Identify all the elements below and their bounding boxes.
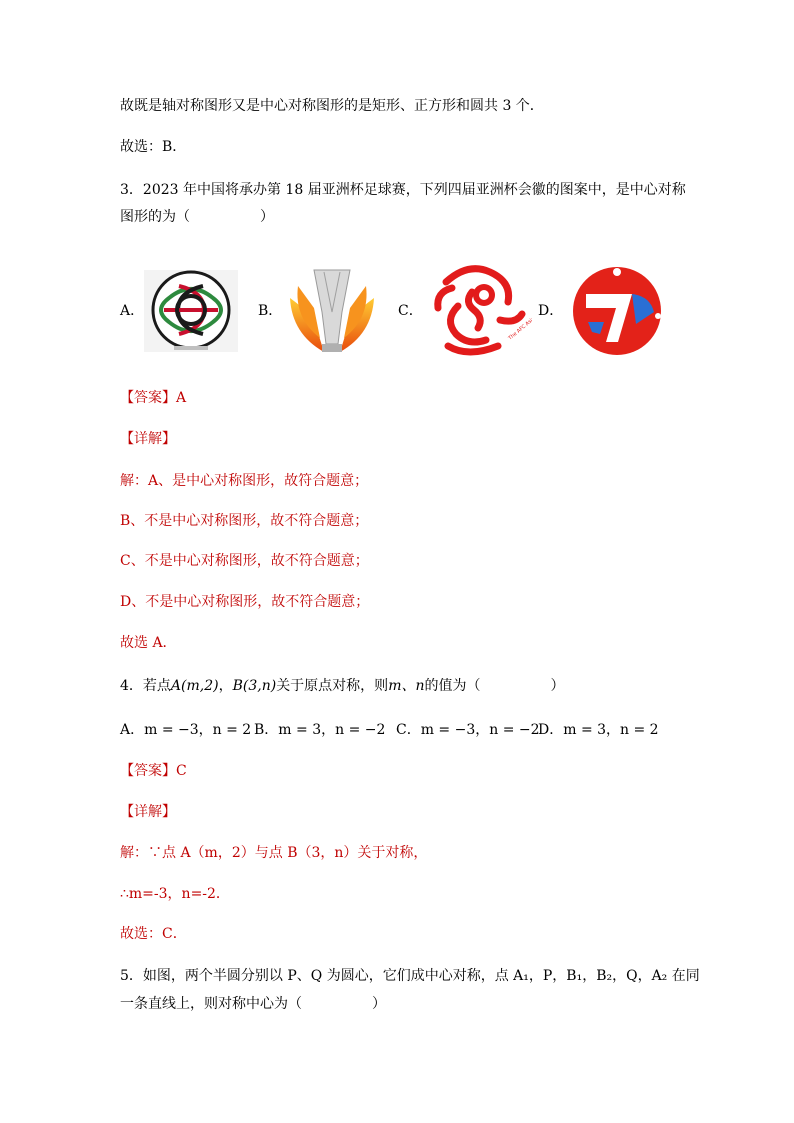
q4-stem [120,676,564,696]
q3-option-b-label: B． [258,303,283,319]
q4-answer: 【答案】C [120,763,187,779]
q4-option-c: C．m = −3，n = −2 [396,722,540,738]
q4-vars: m、n [388,678,425,694]
q3-option-a-label: A． [120,303,145,319]
q4-detail-line1: 解：∵点 A（m，2）与点 B（3，n）关于对称， [120,845,428,861]
q3-logo-b [284,264,380,356]
q3-logo-a [144,270,238,352]
q3-logo-c [428,262,532,358]
q3-detail-line3: C、不是中心对称图形，故不符合题意； [120,553,369,569]
q4-option-b: B．m = 3，n = −2 [254,722,386,738]
prev-conclusion: 故既是轴对称图形又是中心对称图形的是矩形、正方形和圆共 3 个． [120,98,544,114]
q3-option-c-label: C． [398,303,423,319]
q3-detail-line4: D、不是中心对称图形，故不符合题意； [120,594,370,610]
q3-logo-c-text: The AFC Asian [507,313,532,342]
q3-detail-line1: 解：A、是中心对称图形，故符合题意； [120,473,369,489]
q4-stem-end: 的值为（ ） [424,678,565,694]
q3-answer: 【答案】A [120,390,187,406]
q4-detail-line2: ∴m=-3，n=-2． [120,886,230,902]
q3-detail-line2: B、不是中心对称图形，故不符合题意； [120,513,369,529]
prev-choice: 故选：B． [120,139,187,155]
q5-stem-line2: 一条直线上，则对称中心为（ ） [120,996,386,1012]
q4-stem-prefix: 4．若点 [120,678,171,694]
q4-point-b: B(3,n) [232,678,277,694]
q3-stem-line1: 3．2023 年中国将承办第 18 届亚洲杯足球赛，下列四届亚洲杯会徽的图案中，是中心对称 [120,182,686,198]
q4-choice: 故选：C． [120,926,187,942]
q4-detail-title: 【详解】 [120,804,176,820]
q4-sep: ， [218,678,233,694]
q3-logo-d [570,266,664,356]
q4-stem-suffix: 关于原点对称，则 [276,678,389,694]
q4-point-a: A(m,2) [170,678,219,694]
q5-stem-line1: 5．如图，两个半圆分别以 P、Q 为圆心，它们成中心对称，点 A₁，P，B₁，B₂，Q，A₂ 在同 [120,968,700,984]
q3-detail-title: 【详解】 [120,431,176,447]
q3-stem-line2: 图形的为（ ） [120,209,274,225]
q3-choice: 故选 A． [120,635,177,651]
q4-option-a: A．m = −3，n = 2 [120,722,252,738]
q3-option-d-label: D． [538,303,564,319]
q4-option-d: D．m = 3，n = 2 [538,722,659,738]
